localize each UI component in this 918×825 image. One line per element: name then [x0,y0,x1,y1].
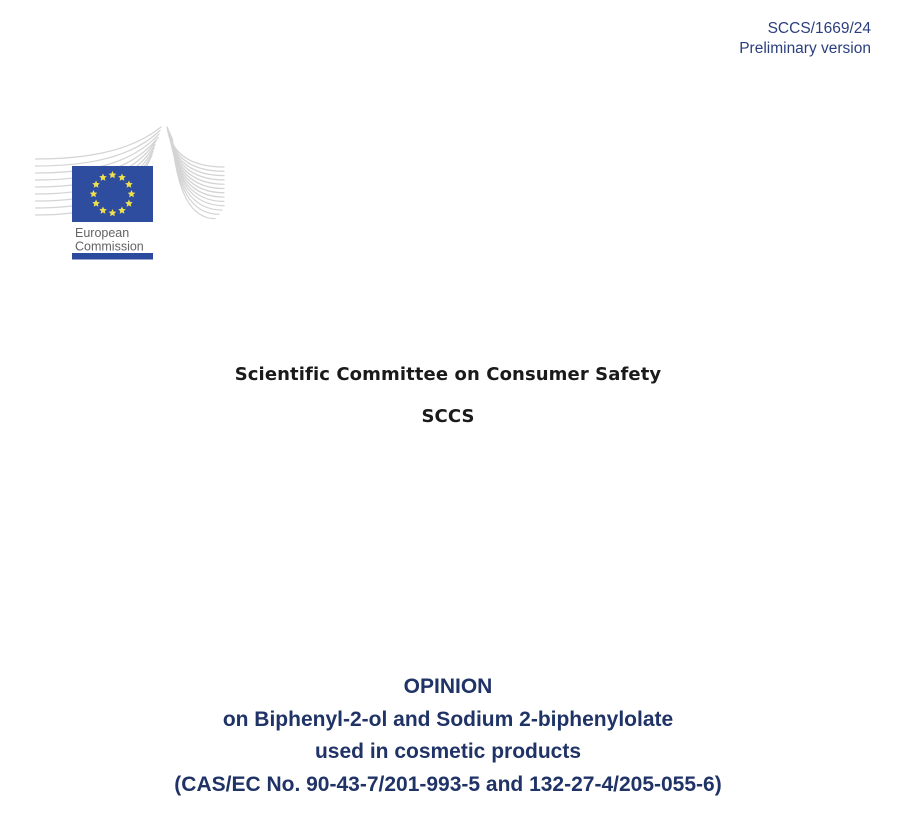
reference-number: SCCS/1669/24 [767,20,871,37]
opinion-heading: OPINION [403,675,493,698]
version-label: Preliminary version [739,40,871,57]
logo-ribbon-right [167,127,224,219]
logo-org-line1: European [75,226,130,240]
logo-underline-bar [72,253,153,260]
european-commission-logo [35,125,225,260]
document-reference-block [739,19,871,59]
eu-flag-icon [72,166,153,222]
opinion-subject-line2: used in cosmetic products [314,740,582,763]
opinion-cas-line: (CAS/EC No. 90-43-7/201-993-5 and 132-27-4/205-055-6) [174,772,722,796]
committee-title: Scientific Committee on Consumer Safety [234,364,662,385]
logo-org-line2: Commission [75,239,144,254]
opinion-subject-line1: on Biphenyl-2-ol and Sodium 2-biphenylolate [222,707,674,731]
opinion-title-block [0,671,896,801]
ec-logo-graphic [35,125,225,260]
committee-abbreviation: SCCS [421,406,475,427]
committee-title-block [0,364,896,427]
